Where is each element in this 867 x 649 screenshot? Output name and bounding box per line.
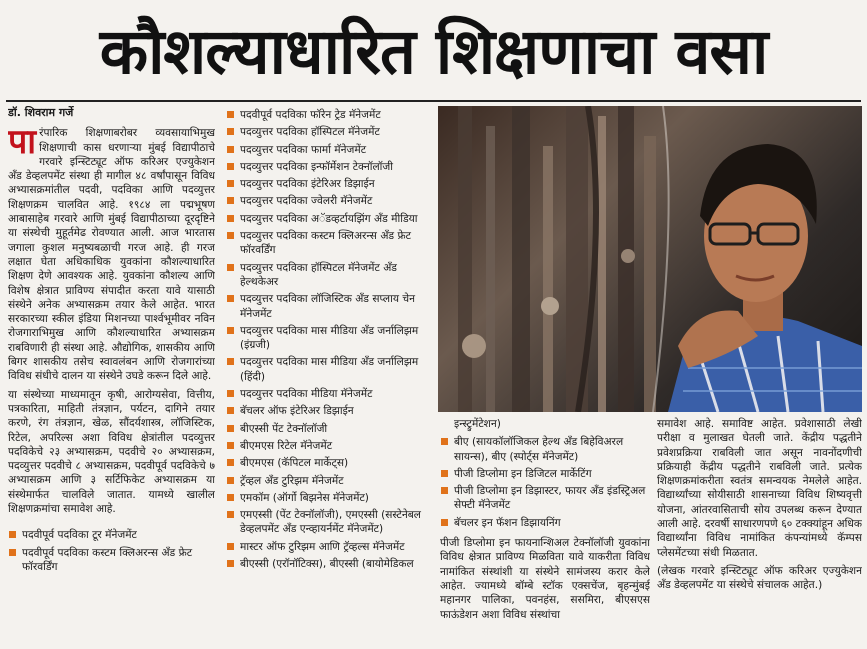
- list-item: पदव्युत्तर पदविका कस्टम क्लिअरन्स अँड फ्रेट फॉरवर्डिंग: [226, 229, 434, 258]
- list-item: पदवीपूर्व पदविका कस्टम क्लिअरन्स अँड फ्रेट फॉरवर्डिंग: [8, 546, 215, 575]
- column-3: [440, 417, 650, 647]
- list-item: पीजी डिप्लोमा इन डिजिटल मार्केटिंग: [440, 467, 650, 481]
- list-item: बीएमएस (कॅपिटल मार्केट्स): [226, 456, 434, 470]
- intro-paragraph: [8, 122, 215, 383]
- list-item: पीजी डिप्लोमा इन डिझास्टर, फायर अँड इंडस्ट्रिअल सेफ्टी मॅनेजमेंट: [440, 484, 650, 513]
- list-item: ट्रॅव्हल अँड टुरिझम मॅनेजमेंट: [226, 474, 434, 488]
- list-item: पदव्युत्तर पदविका अॅडव्हर्टायझिंग अँड मीडिया: [226, 212, 434, 226]
- dropcap: पा: [8, 122, 37, 163]
- column-4: [657, 417, 862, 647]
- list-item: पदव्युत्तर पदविका हॉस्पिटल मॅनेजमेंट अँड हेल्थकेअर: [226, 261, 434, 290]
- admission-paragraph: समावेश आहे. समाविष्ट आहेत. प्रवेशासाठी लेखी परीक्षा व मुलाखत घेतली जाते. केंद्रीय पद्धतीने प्रवेशप्रक्रिया राबविली जात असून नावनोंदणीची प्रक्रियाही केंद्रीय पद्धतीने राबविली जाते. प्रत्येक शिक्षणक्रमांकरीता स्वतंत्र समन्वयक नेमलेले आहेत. विद्यार्थ्यांच्या सोयीसाठी शासनाच्या विविध शिष्यवृत्ती योजना, आंतरवासिताची सोय उपलब्ध करून देण्यात आली आहे. दरवर्षी साधारणपणे ६० टक्क्यांहून अधिक विद्यार्थ्यांना विविध नामांकित कंपन्यांमध्ये कॅम्पस प्लेसमेंटच्या संधी मिळतात.: [657, 418, 862, 559]
- list-item: पदव्युत्तर पदविका हॉस्पिटल मॅनेजमेंट: [226, 125, 434, 139]
- course-list-2: [226, 108, 434, 571]
- list-item: पदव्युत्तर पदविका मास मीडिया अँड जर्नालिझम (इंग्रजी): [226, 324, 434, 353]
- author-credit: (लेखक गरवारे इन्स्टिट्यूट ऑफ करिअर एज्युकेशन अँड डेव्हलपमेंट या संस्थेचे संचालक आहेत.): [657, 564, 862, 592]
- list-item: पदव्युत्तर पदविका मीडिया मॅनेजमेंट: [226, 387, 434, 401]
- list-item: पदव्युत्तर पदविका फार्मा मॅनेजमेंट: [226, 143, 434, 157]
- headline-rule: [6, 100, 861, 102]
- courses-paragraph: या संस्थेच्या माध्यमातून कृषी, आरोग्यसेवा, वित्तीय, पत्रकारिता, माहिती तंत्रज्ञान, पर्यटन, दागिने तयार करणे, रंग तंत्रज्ञान, खेळ, सौंदर्यशास्त्र, लॉजिस्टिक, रिटेल, अपरिल्स अशा विविध क्षेत्रांतील पदव्युत्तर पदविकेचे २३ अभ्यासक्रम, पदवीचे २० अभ्यासक्रम, पदव्युत्तर पदवीचे ८ अभ्यासक्रम, पदवीपूर्व पदविकेचे ७ अभ्यासक्रम आणि ३ सर्टिफिकेट अभ्यासक्रम या संस्थेमार्फत चालविले जातात. यामध्ये खालील शिक्षणक्रमांचा समावेश आहे.: [8, 388, 215, 516]
- student-figure: [668, 144, 862, 412]
- continued-text: इन्स्ट्रुमेंटेशन): [454, 418, 501, 430]
- list-item: एमकॉम (ऑर्गो बिझनेस मॅनेजमेंट): [226, 491, 434, 505]
- list-item: एमएस्सी (पेंट टेक्नॉलॉजी), एमएस्सी (सस्टेनेबल डेव्हलपमेंट अँड एन्व्हायर्नमेंट मॅनेजमेंट): [226, 508, 434, 537]
- course-list-3: [440, 435, 650, 530]
- list-item: पदव्युत्तर पदविका ज्वेलरी मॅनेजमेंट: [226, 194, 434, 208]
- list-item: पदव्युत्तर पदविका लॉजिस्टिक अँड सप्लाय चेन मॅनेजमेंट: [226, 292, 434, 321]
- list-item: पदवीपूर्व पदविका फॉरेन ट्रेड मॅनेजमेंट: [226, 108, 434, 122]
- byline: डॉ. शिवराम गर्जे: [8, 106, 74, 119]
- list-item: पदव्युत्तर पदविका इंटेरिअर डिझाईन: [226, 177, 434, 191]
- headline: कौशल्याधारित शिक्षणाचा वसा: [99, 15, 768, 88]
- list-item: बीएस्सी (एरॉनॉटिक्स), बीएस्सी (बायोमेडिकल: [226, 557, 434, 571]
- list-item: बीएस्सी पेंट टेक्नॉलॉजी: [226, 422, 434, 436]
- list-item: पदव्युत्तर पदविका मास मीडिया अँड जर्नालिझम (हिंदी): [226, 355, 434, 384]
- partnerships-paragraph: पीजी डिप्लोमा इन फायनान्शिअल टेक्नॉलॉजी युवकांना विविध क्षेत्रात प्राविण्य मिळविता यावे याकरीता विविध नामांकित संस्थांशी या संस्थेने सामंजस्य करार केले आहेत. ज्यामध्ये बॉम्बे स्टॉक एक्सचेंज, बृहन्मुंबई महानगर पालिका, पवनहंस, ससमिरा, बीएसएस फाऊंडेशन अशा विविध संस्थांचा: [440, 537, 650, 621]
- course-list-1: [8, 528, 215, 574]
- intro-paragraph-text: रंपारिक शिक्षणाबरोबर व्यवसायाभिमुख शिक्षणाची कास धरणाऱ्या मुंबई विद्यापीठाचे गरवारे इन्स्टिट्यूट ऑफ करिअर एज्युकेशन अँड डेव्हलपमेंट संस्था ही मागील ४८ वर्षांपासून विविध अभ्यासक्रमांतील पदवी, पदविका आणि पदव्युत्तर शिक्षणक्रम चालवित आहे. १९८४ ला पद्मभूषण आबासाहेब गरवारे आणि मुंबई विद्यापीठाच्या दूरदृष्टिने या संस्थेची मुहूर्तमेढ रोवण्यात आली. आज भारतास जगाला कुशल मनुष्यबळाची गरज आहे. ही गरज लक्षात घेता अधिकाधिक युवकांना कौशल्याधारित शिक्षण देणे आवश्यक आहे. युवकांना कौशल्य आणि विशेष क्षेत्रात प्राविण्य संपादीत करता यावे यासाठी संस्थेने अनेक अभ्यासक्रम तयार केले आहेत. भारत सरकारच्या स्कील इंडिया मिशनच्या पार्श्वभूमीवर नविन रोजगाराभिमुख आणि कौशल्याधारित अभ्यासक्रम राबविणारी ही संस्था आहे. औद्योगिक, शासकीय आणि बिगर शासकीय तसेच स्वावलंबन आणि रोजगारांच्या विविध संधीचे दालन या संस्थेने उघडे करून दिले आहे.: [8, 127, 215, 383]
- list-item: मास्टर ऑफ टुरिझम आणि ट्रॅव्हल्स मॅनेजमेंट: [226, 540, 434, 554]
- list-item: बीएमएस रिटेल मॅनेजमेंट: [226, 439, 434, 453]
- photo-illustration: [438, 106, 862, 412]
- student-at-lab-equipment-photo: [438, 106, 862, 412]
- list-item: बीए (सायकॉलॉजिकल हेल्थ अँड बिहेविअरल सायन्स), बीए (स्पोर्ट्स मॅनेजमेंट): [440, 435, 650, 464]
- list-item: पदवीपूर्व पदविका टूर मॅनेजमेंट: [8, 528, 215, 542]
- lab-tubes: [458, 106, 669, 412]
- list-item: बॅचलर इन फॅशन डिझायनिंग: [440, 516, 650, 530]
- column-2: [226, 108, 434, 648]
- list-item: बॅचलर ऑफ इंटेरिअर डिझाईन: [226, 404, 434, 418]
- column-1: [8, 106, 215, 646]
- list-item: पदव्युत्तर पदविका इन्फॉर्मेशन टेक्नॉलॉजी: [226, 160, 434, 174]
